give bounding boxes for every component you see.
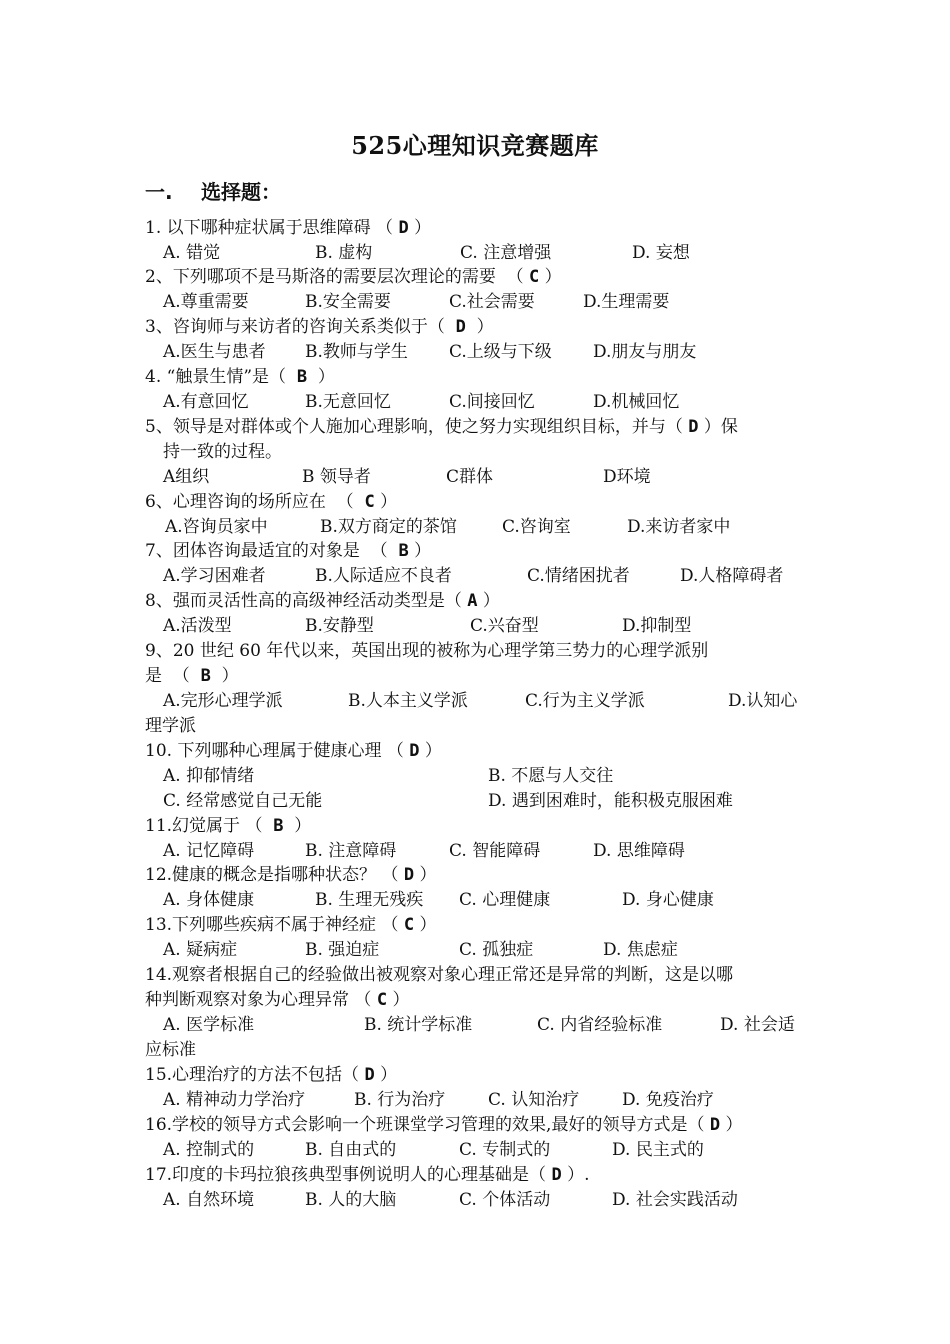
option-d: D. 社会实践活动 <box>612 1190 738 1210</box>
option-c: C. 孤独症 <box>459 940 534 960</box>
question-text: 3、咨询师与来访者的咨询关系类似于（ <box>145 317 456 337</box>
question-text: 17.印度的卡玛拉狼孩典型事例说明人的心理基础是（ <box>145 1165 552 1185</box>
question-9: 9、20 世纪 60 年代以来，英国出现的被称为心理学第三势力的心理学派别 <box>145 641 709 661</box>
option-b: B. 注意障碍 <box>305 841 397 861</box>
option-b: B. 虚构 <box>315 243 373 263</box>
question-text-end: ）. <box>561 1165 590 1185</box>
answer: B <box>296 367 308 387</box>
option-b: B.教师与学生 <box>305 342 408 362</box>
answer: C <box>529 267 540 287</box>
option-b: B. 人的大脑 <box>305 1190 397 1210</box>
option-a: A.尊重需要 <box>163 292 249 312</box>
option-d: D. 思维障碍 <box>593 841 685 861</box>
question-6 <box>145 490 810 515</box>
option-d: D. 焦虑症 <box>603 940 678 960</box>
section-label: 选择题： <box>201 180 281 204</box>
option-c: C. 心理健康 <box>459 890 551 910</box>
option-b: B. 自由式的 <box>305 1140 397 1160</box>
option-d: D环境 <box>603 467 651 487</box>
option-c: C. 智能障碍 <box>449 841 541 861</box>
option-d: D.人格障碍者 <box>680 566 784 586</box>
answer: B <box>200 666 211 686</box>
answer: B <box>273 816 284 836</box>
option-a: A.学习困难者 <box>163 566 266 586</box>
question-text: 7、团体咨询最适宜的对象是 （ <box>145 541 399 561</box>
question-5 <box>145 415 810 440</box>
option-a: A. 错觉 <box>163 243 221 263</box>
answer: C <box>364 492 375 512</box>
option-b: B.人本主义学派 <box>348 691 468 711</box>
question-text-end: ） <box>307 367 335 387</box>
question-text-end: ） <box>283 816 312 836</box>
question-10 <box>145 739 810 764</box>
question-text-end: ） <box>720 1115 743 1135</box>
question-11 <box>145 814 810 839</box>
option-d-continuation: 理学派 <box>145 716 196 736</box>
answer: B <box>398 541 409 561</box>
option-a: A. 医学标准 <box>163 1015 255 1035</box>
question-text-end: ） <box>465 317 494 337</box>
answer: D <box>403 865 415 885</box>
option-a: A. 记忆障碍 <box>163 841 255 861</box>
question-text: 种判断观察对象为心理异常 （ <box>145 990 377 1010</box>
option-c: C.兴奋型 <box>470 616 539 636</box>
question-text-end: ） <box>374 1065 398 1085</box>
question-3 <box>145 315 810 340</box>
option-d: D.生理需要 <box>583 292 670 312</box>
question-9-line-2 <box>145 664 810 689</box>
option-d: D. 民主式的 <box>612 1140 704 1160</box>
option-c: C.上级与下级 <box>449 342 552 362</box>
question-2 <box>145 265 810 290</box>
answer: D <box>551 1165 562 1185</box>
option-b: B. 统计学标准 <box>364 1015 473 1035</box>
page-title: 525心理知识竞赛题库 <box>351 131 599 160</box>
option-c: C.社会需要 <box>449 292 535 312</box>
option-b: B. 强迫症 <box>305 940 380 960</box>
question-text: 2、下列哪项不是马斯洛的需要层次理论的需要 （ <box>145 267 530 287</box>
option-a: A. 控制式的 <box>163 1140 255 1160</box>
question-text-end: ） <box>374 492 398 512</box>
option-a: A.医生与患者 <box>163 342 266 362</box>
option-c: C. 经常感觉自己无能 <box>163 791 323 811</box>
question-text: 6、心理咨询的场所应在 （ <box>145 492 365 512</box>
answer: C <box>403 915 415 935</box>
question-7 <box>145 539 810 564</box>
question-text-end: ） <box>408 541 432 561</box>
question-text: 是 （ <box>145 666 201 686</box>
question-text: 11.幻觉属于 （ <box>145 816 274 836</box>
option-a: A.活泼型 <box>163 616 232 636</box>
option-a: A. 疑病症 <box>163 940 238 960</box>
question-1 <box>145 216 810 241</box>
question-text: 12.健康的概念是指哪种状态？ （ <box>145 865 404 885</box>
option-c: C. 个体活动 <box>459 1190 551 1210</box>
option-a: A. 身体健康 <box>163 890 255 910</box>
option-a: A.完形心理学派 <box>163 691 283 711</box>
question-text: 15.心理治疗的方法不包括（ <box>145 1065 365 1085</box>
question-text-end: ） <box>419 741 442 761</box>
question-5-continuation: 持一致的过程。 <box>163 442 282 462</box>
answer: A <box>467 591 478 611</box>
question-text-end: ） <box>477 591 500 611</box>
option-a: A. 自然环境 <box>163 1190 255 1210</box>
option-b: B.双方商定的茶馆 <box>320 517 457 537</box>
question-14-line-2 <box>145 988 810 1013</box>
question-text: 1. 以下哪种症状属于思维障碍 （ <box>145 218 399 238</box>
option-d: D. 身心健康 <box>622 890 714 910</box>
option-b: B.安静型 <box>305 616 374 636</box>
option-d: D. 遇到困难时，能积极克服困难 <box>488 791 733 811</box>
option-b: B. 不愿与人交往 <box>488 766 614 786</box>
option-c: C. 注意增强 <box>460 243 552 263</box>
question-text-end: ） <box>210 666 239 686</box>
option-c: C. 内省经验标准 <box>537 1015 663 1035</box>
question-text-end: ） <box>387 990 410 1010</box>
option-b: B. 行为治疗 <box>354 1090 446 1110</box>
answer: D <box>709 1115 721 1135</box>
option-a: A.有意回忆 <box>163 392 249 412</box>
answer: D <box>409 741 420 761</box>
question-text-end: ） <box>414 865 437 885</box>
section-heading <box>145 176 281 205</box>
question-8 <box>145 589 810 614</box>
option-d: D.机械回忆 <box>593 392 680 412</box>
option-d: D.认知心 <box>728 691 798 711</box>
question-14: 14.观察者根据自己的经验做出被观察对象心理正常还是异常的判断，这是以哪 <box>145 965 734 985</box>
question-4 <box>145 365 810 390</box>
option-c: C.间接回忆 <box>449 392 535 412</box>
question-text-end: ）保 <box>698 417 738 437</box>
question-17 <box>145 1163 810 1188</box>
option-c: C.情绪困扰者 <box>527 566 630 586</box>
option-d: D. 社会适 <box>720 1015 795 1035</box>
option-c: C. 认知治疗 <box>488 1090 580 1110</box>
question-12 <box>145 863 810 888</box>
question-text: 4. “触景生情”是（ <box>145 367 297 387</box>
question-text-end: ） <box>539 267 562 287</box>
option-b: B.安全需要 <box>305 292 391 312</box>
option-a: A. 抑郁情绪 <box>163 766 255 786</box>
question-text: 8、强而灵活性高的高级神经活动类型是（ <box>145 591 468 611</box>
option-d: D. 免疫治疗 <box>622 1090 714 1110</box>
question-text-end: ） <box>414 915 437 935</box>
option-b: B. 生理无残疾 <box>315 890 424 910</box>
option-d: D.朋友与朋友 <box>593 342 697 362</box>
section-number: 一. <box>145 180 173 204</box>
question-text: 5、领导是对群体或个人施加心理影响，使之努力实现组织目标，并与（ <box>145 417 689 437</box>
option-c: C. 专制式的 <box>459 1140 551 1160</box>
question-15 <box>145 1063 810 1088</box>
option-d-continuation: 应标准 <box>145 1040 196 1060</box>
option-c: C群体 <box>446 467 494 487</box>
answer: D <box>455 317 466 337</box>
question-text: 16.学校的领导方式会影响一个班课堂学习管理的效果,最好的领导方式是（ <box>145 1115 710 1135</box>
question-text: 10. 下列哪种心理属于健康心理 （ <box>145 741 410 761</box>
question-text-end: ） <box>408 218 432 238</box>
option-d: D.来访者家中 <box>627 517 731 537</box>
option-b: B 领导者 <box>302 467 371 487</box>
option-b: B.人际适应不良者 <box>315 566 452 586</box>
option-a: A. 精神动力学治疗 <box>163 1090 306 1110</box>
option-c: C.行为主义学派 <box>525 691 645 711</box>
answer: D <box>398 218 409 238</box>
option-a: A.咨询员家中 <box>165 517 268 537</box>
question-16 <box>145 1113 810 1138</box>
answer: D <box>688 417 699 437</box>
answer: C <box>376 990 388 1010</box>
option-c: C.咨询室 <box>502 517 571 537</box>
answer: D <box>364 1065 375 1085</box>
option-b: B.无意回忆 <box>305 392 391 412</box>
option-d: D. 妄想 <box>632 243 690 263</box>
question-text: 13.下列哪些疾病不属于神经症 （ <box>145 915 404 935</box>
option-a: A组织 <box>163 467 210 487</box>
option-d: D.抑制型 <box>622 616 692 636</box>
question-13 <box>145 913 810 938</box>
